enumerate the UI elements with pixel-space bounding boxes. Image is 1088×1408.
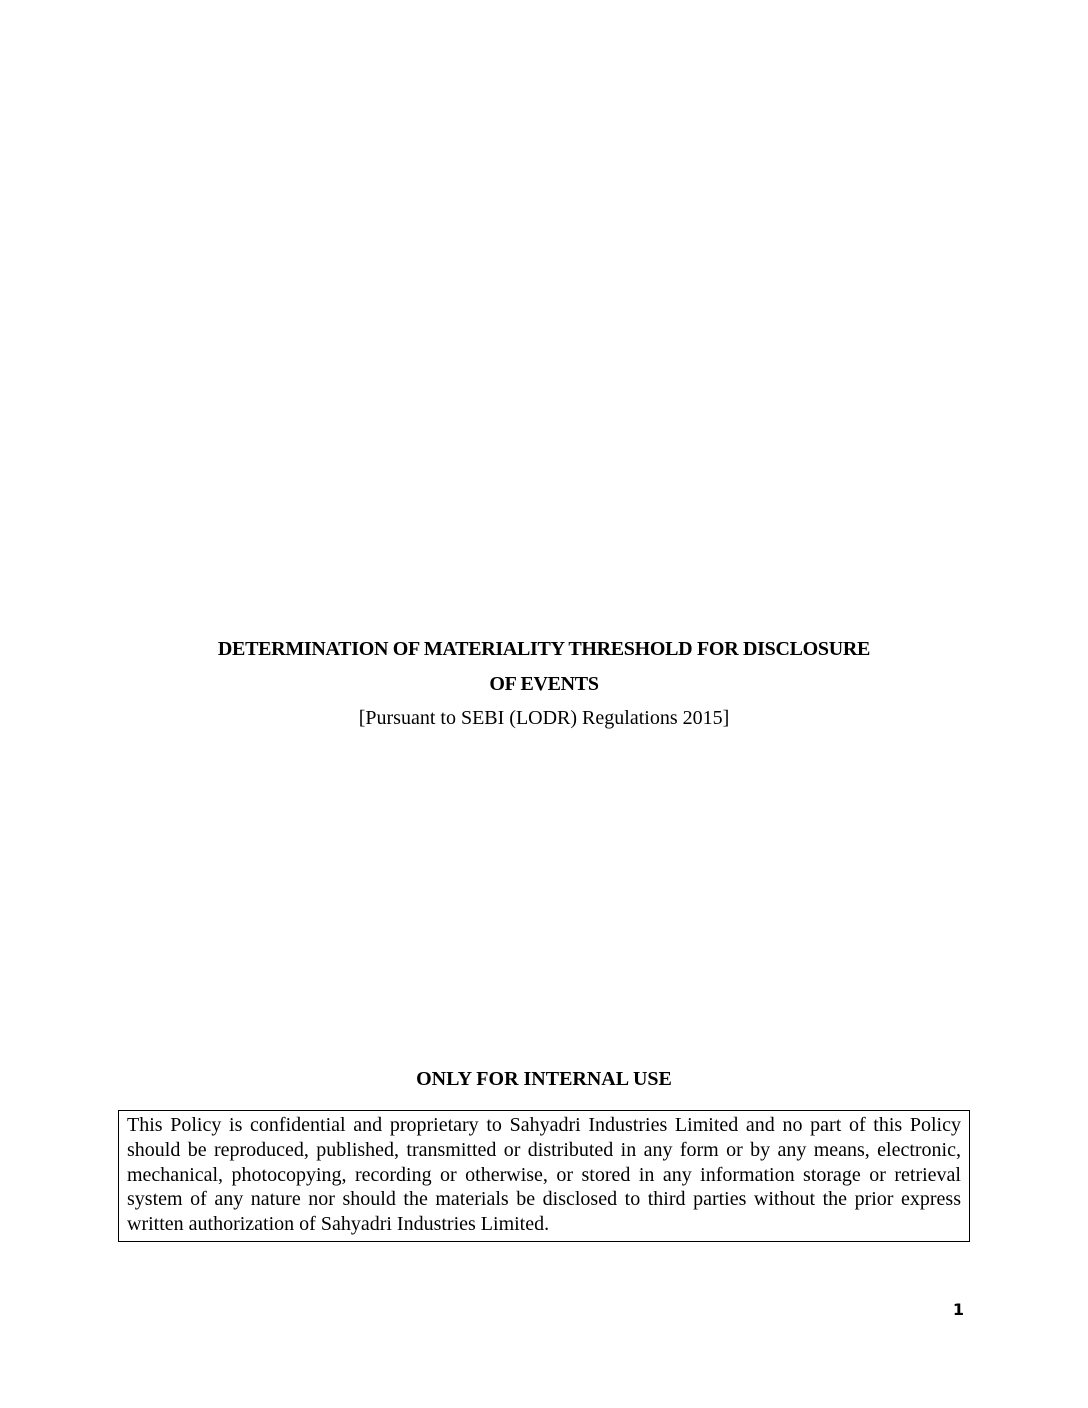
document-title-line-1: DETERMINATION OF MATERIALITY THRESHOLD FOR DISCLOSURE xyxy=(217,638,871,660)
document-title-line-2: OF EVENTS xyxy=(489,673,599,695)
document-subtitle: [Pursuant to SEBI (LODR) Regulations 2015] xyxy=(358,707,730,729)
title-block xyxy=(118,632,970,734)
confidentiality-notice: This Policy is confidential and proprietary to Sahyadri Industries Limited and no part of this Policy should be reproduced, published, transmitted or distributed in any form or by any means, electronic, mechanical, photocopying, recording or otherwise, or stored in any information storage or retrieval system of any nature nor should the materials be disclosed to third parties without the prior express written authorization of Sahyadri Industries Limited. xyxy=(118,1110,970,1242)
internal-use-label: ONLY FOR INTERNAL USE xyxy=(416,1068,672,1090)
page-number: 1 xyxy=(952,1300,964,1319)
